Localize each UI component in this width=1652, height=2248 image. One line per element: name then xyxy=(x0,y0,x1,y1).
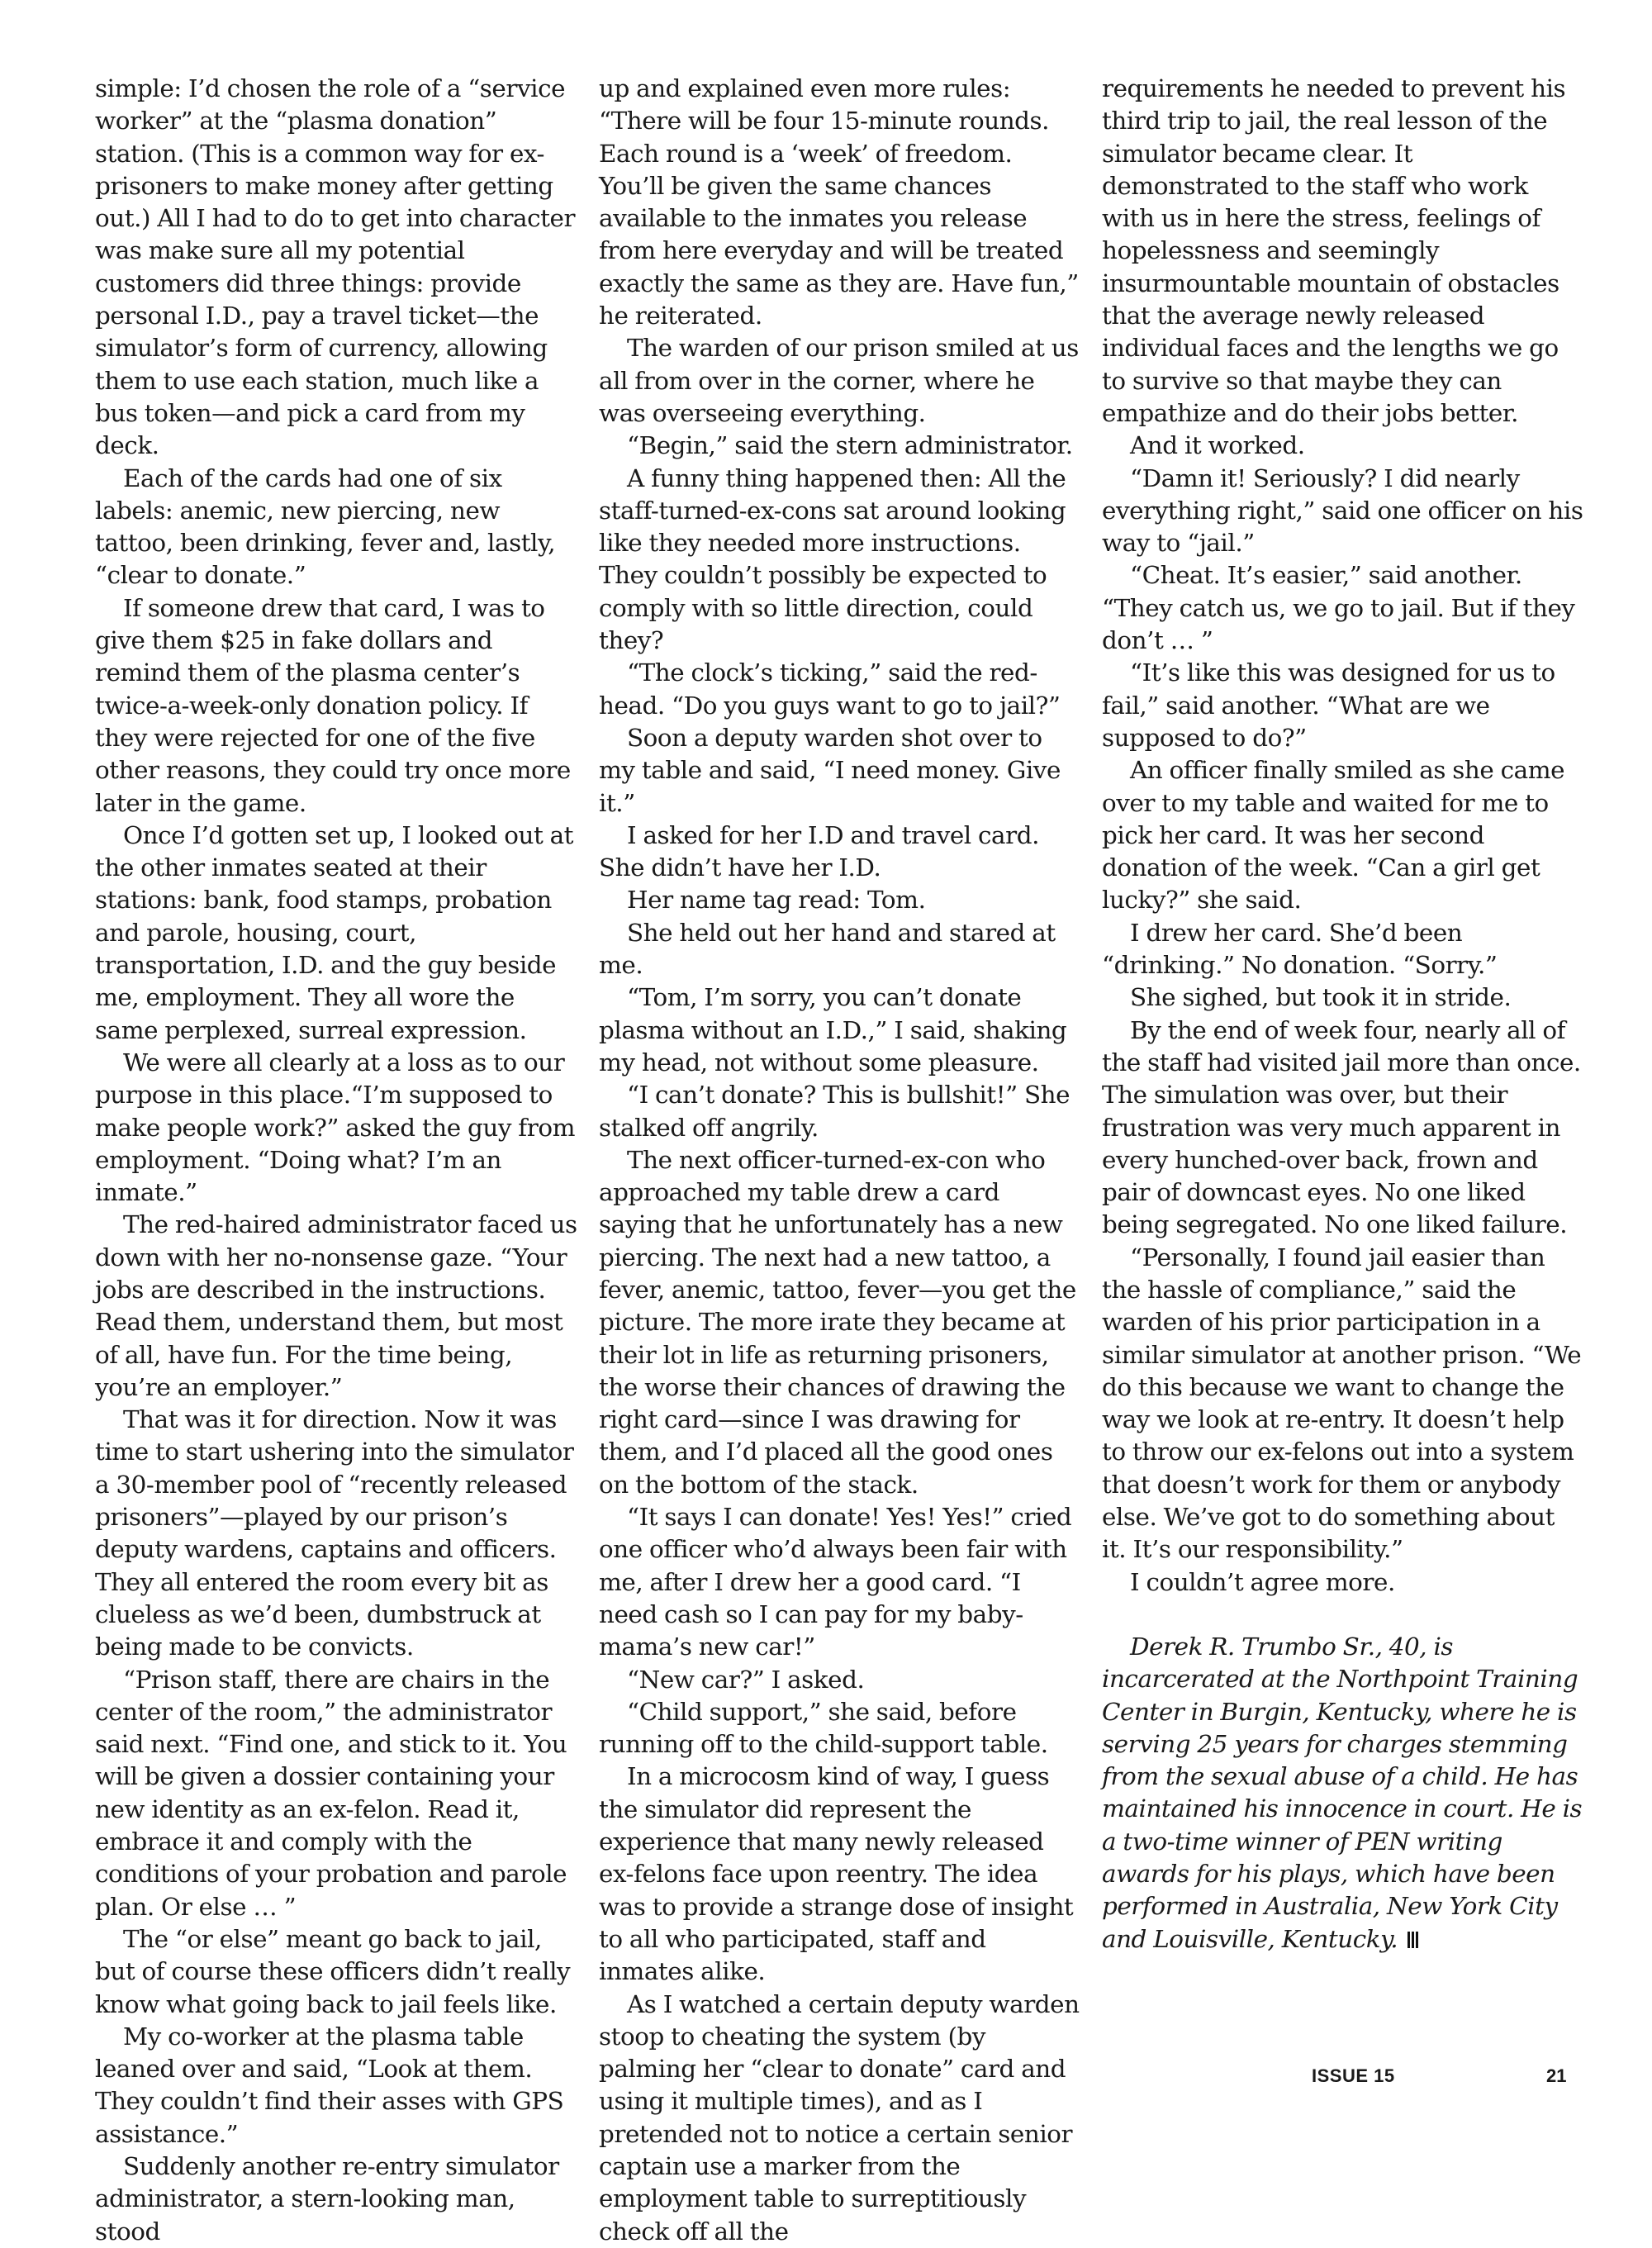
article-column-3 xyxy=(1102,73,1584,1956)
paragraph: Her name tag read: Tom. xyxy=(627,886,926,915)
paragraph: The next officer-turned-ex-con who approached my table drew a card saying that he unfortunately has a new piercing. The next had a new tattoo, a fever, anemic, tattoo, fever—you get the picture. The more irate they became at their lot in life as returning prisoners, the worse their chances of drawing the right card—since I was drawing for them, and I’d placed all the good ones on the bottom of the stack. xyxy=(599,1145,1076,1499)
paragraph: We were all clearly at a loss as to our purpose in this place.“I’m supposed to make people work?” asked the guy from employment. “Doing what? I’m an inmate.” xyxy=(95,1048,575,1207)
paragraph: “Cheat. It’s easier,” said another. “They catch us, we go to jail. But if they don’t … ” xyxy=(1102,561,1575,655)
paragraph: “I can’t donate? This is bullshit!” She stalked off angrily. xyxy=(599,1081,1070,1142)
paragraph: “Child support,” she said, before running off to the child-support table. xyxy=(599,1697,1048,1759)
paragraph: The warden of our prison smiled at us all from over in the corner, where he was overseeing everything. xyxy=(599,334,1079,427)
paragraph: “The clock’s ticking,” said the red-head. “Do you guys want to go to jail?” xyxy=(599,658,1061,720)
paragraph: “Damn it! Seriously? I did nearly everything right,” said one officer on his way to “jail.” xyxy=(1102,463,1583,558)
article-column-2 xyxy=(599,73,1081,2248)
paragraph: I asked for her I.D and travel card. She didn’t have her I.D. xyxy=(599,820,1039,882)
issue-label: ISSUE 15 xyxy=(1312,2065,1395,2086)
paragraph: She held out her hand and stared at me. xyxy=(599,918,1056,980)
paragraph: The “or else” meant go back to jail, but of course these officers didn’t really know what going back to jail feels like. xyxy=(95,1924,571,2018)
paragraph: She sighed, but took it in stride. xyxy=(1130,983,1512,1012)
paragraph: “New car?” I asked. xyxy=(627,1665,865,1694)
paragraph: “It’s like this was designed for us to fail,” said another. “What are we supposed to do?” xyxy=(1102,658,1555,752)
article-column-1 xyxy=(95,73,577,2248)
paragraph: “Begin,” said the stern administrator. xyxy=(627,431,1073,460)
paragraph: That was it for direction. Now it was time to start ushering into the simulator a 30-member pool of “recently released prisoners”—played by our prison’s deputy wardens, captains and officers. They all entered the room every bit as clueless as we’d been, dumbstruck at being made to be convicts. xyxy=(95,1405,574,1661)
paragraph: The red-haired administrator faced us down with her no-nonsense gaze. “Your jobs are described in the instructions. Read them, understand them, but most of all, have fun. For the time being, you’re an employer.” xyxy=(95,1210,577,1401)
author-bio-text: Derek R. Trumbo Sr., 40, is incarcerated at the Northpoint Training Center in Burgin, Kentucky, where he is serving 25 years for charges stemming from the sexual abuse of a child. He has maintained his innocence in court. He is a two-time winner of PEN writing awards for his plays, which have been performed in Australia, New York City and Louisville, Kentucky. xyxy=(1102,1632,1583,1953)
paragraph: requirements he needed to prevent his third trip to jail, the real lesson of the simulator became clear. It demonstrated to the staff who work with us in here the stress, feelings of hopelessness and seemingly insurmountable mountain of obstacles that the average newly released individual faces and the lengths we go to survive so that maybe they can empathize and do their jobs better. xyxy=(1102,74,1566,427)
end-of-article-icon xyxy=(1408,1932,1419,1948)
paragraph: “It says I can donate! Yes! Yes!” cried one officer who’d always been fair with me, after I drew her a good card. “I need cash so I can pay for my baby-mama’s new car!” xyxy=(599,1503,1072,1661)
paragraph: By the end of week four, nearly all of the staff had visited jail more than once. The simulation was over, but their frustration was very much apparent in every hunched-over back, frown and pair of downcast eyes. No one liked being segregated. No one liked failure. xyxy=(1102,1015,1581,1239)
paragraph: up and explained even more rules: “There will be four 15-minute rounds. Each round is a ‘week’ of freedom. You’ll be given the same chances available to the inmates you release from here everyday and will be treated exactly the same as they are. Have fun,” he reiterated. xyxy=(599,74,1079,330)
paragraph: “Prison staff, there are chairs in the center of the room,” the administrator said next. “Find one, and stick to it. You will be given a dossier containing your new identity as an ex-felon. Read it, embrace it and comply with the conditions of your probation and parole plan. Or else … ” xyxy=(95,1665,567,1921)
paragraph: My co-worker at the plasma table leaned over and said, “Look at them. They couldn’t find their asses with GPS assistance.” xyxy=(95,2022,564,2148)
page-number: 21 xyxy=(1546,2065,1567,2086)
paragraph: Soon a deputy warden shot over to my table and said, “I need money. Give it.” xyxy=(599,723,1061,817)
paragraph: A funny thing happened then: All the staff-turned-ex-cons sat around looking like they needed more instructions. They couldn’t possibly be expected to comply with so little direction, could they? xyxy=(599,463,1066,655)
paragraph: “Personally, I found jail easier than the hassle of compliance,” said the warden of his prior participation in a similar simulator at another prison. “We do this because we want to change the way we look at re-entry. It doesn’t help to throw our ex-felons out into a system that doesn’t work for them or anybody else. We’ve got to do something about it. It’s our responsibility.” xyxy=(1102,1243,1582,1564)
paragraph: As I watched a certain deputy warden stoop to cheating the system (by palming her “clear to donate” card and using it multiple times), and as I pretended not to notice a certain senior captain use a marker from the employment table to surreptitiously check off all the xyxy=(599,1989,1080,2246)
paragraph: In a microcosm kind of way, I guess the simulator did represent the experience that many newly released ex-felons face upon reentry. The idea was to provide a strange dose of insight to all who participated, staff and inmates alike. xyxy=(599,1762,1074,1986)
paragraph: And it worked. xyxy=(1130,431,1305,460)
paragraph: Suddenly another re-entry simulator administrator, a stern-looking man, stood xyxy=(95,2152,559,2246)
paragraph: If someone drew that card, I was to give them $25 in fake dollars and remind them of the plasma center’s twice-a-week-only donation policy. If they were rejected for one of the five other reasons, they could try once more later in the game. xyxy=(95,593,571,817)
paragraph: Once I’d gotten set up, I looked out at the other inmates seated at their stations: bank, food stamps, probation and parole, housing, court, transportation, I.D. and the guy beside me, employment. They all wore the same perplexed, surreal expression. xyxy=(95,820,574,1044)
paragraph: “Tom, I’m sorry, you can’t donate plasma without an I.D.,” I said, shaking my head, not without some pleasure. xyxy=(599,983,1067,1076)
paragraph: An officer finally smiled as she came over to my table and waited for me to pick her card. It was her second donation of the week. “Can a girl get lucky?” she said. xyxy=(1102,756,1565,915)
paragraph: I drew her card. She’d been “drinking.” No donation. “Sorry.” xyxy=(1102,918,1498,980)
paragraph: I couldn’t agree more. xyxy=(1130,1567,1395,1596)
paragraph: simple: I’d chosen the role of a “service worker” at the “plasma donation” station. (This is a common way for ex-prisoners to make money after getting out.) All I had to do to get into character was make sure all my potential customers did three things: provide personal I.D., pay a travel ticket—the simulator’s form of currency, allowing them to use each station, much like a bus token—and pick a card from my deck. xyxy=(95,74,576,460)
author-bio xyxy=(1102,1631,1584,1956)
paragraph: Each of the cards had one of six labels: anemic, new piercing, new tattoo, been drinking, fever and, lastly, “clear to donate.” xyxy=(95,463,556,590)
